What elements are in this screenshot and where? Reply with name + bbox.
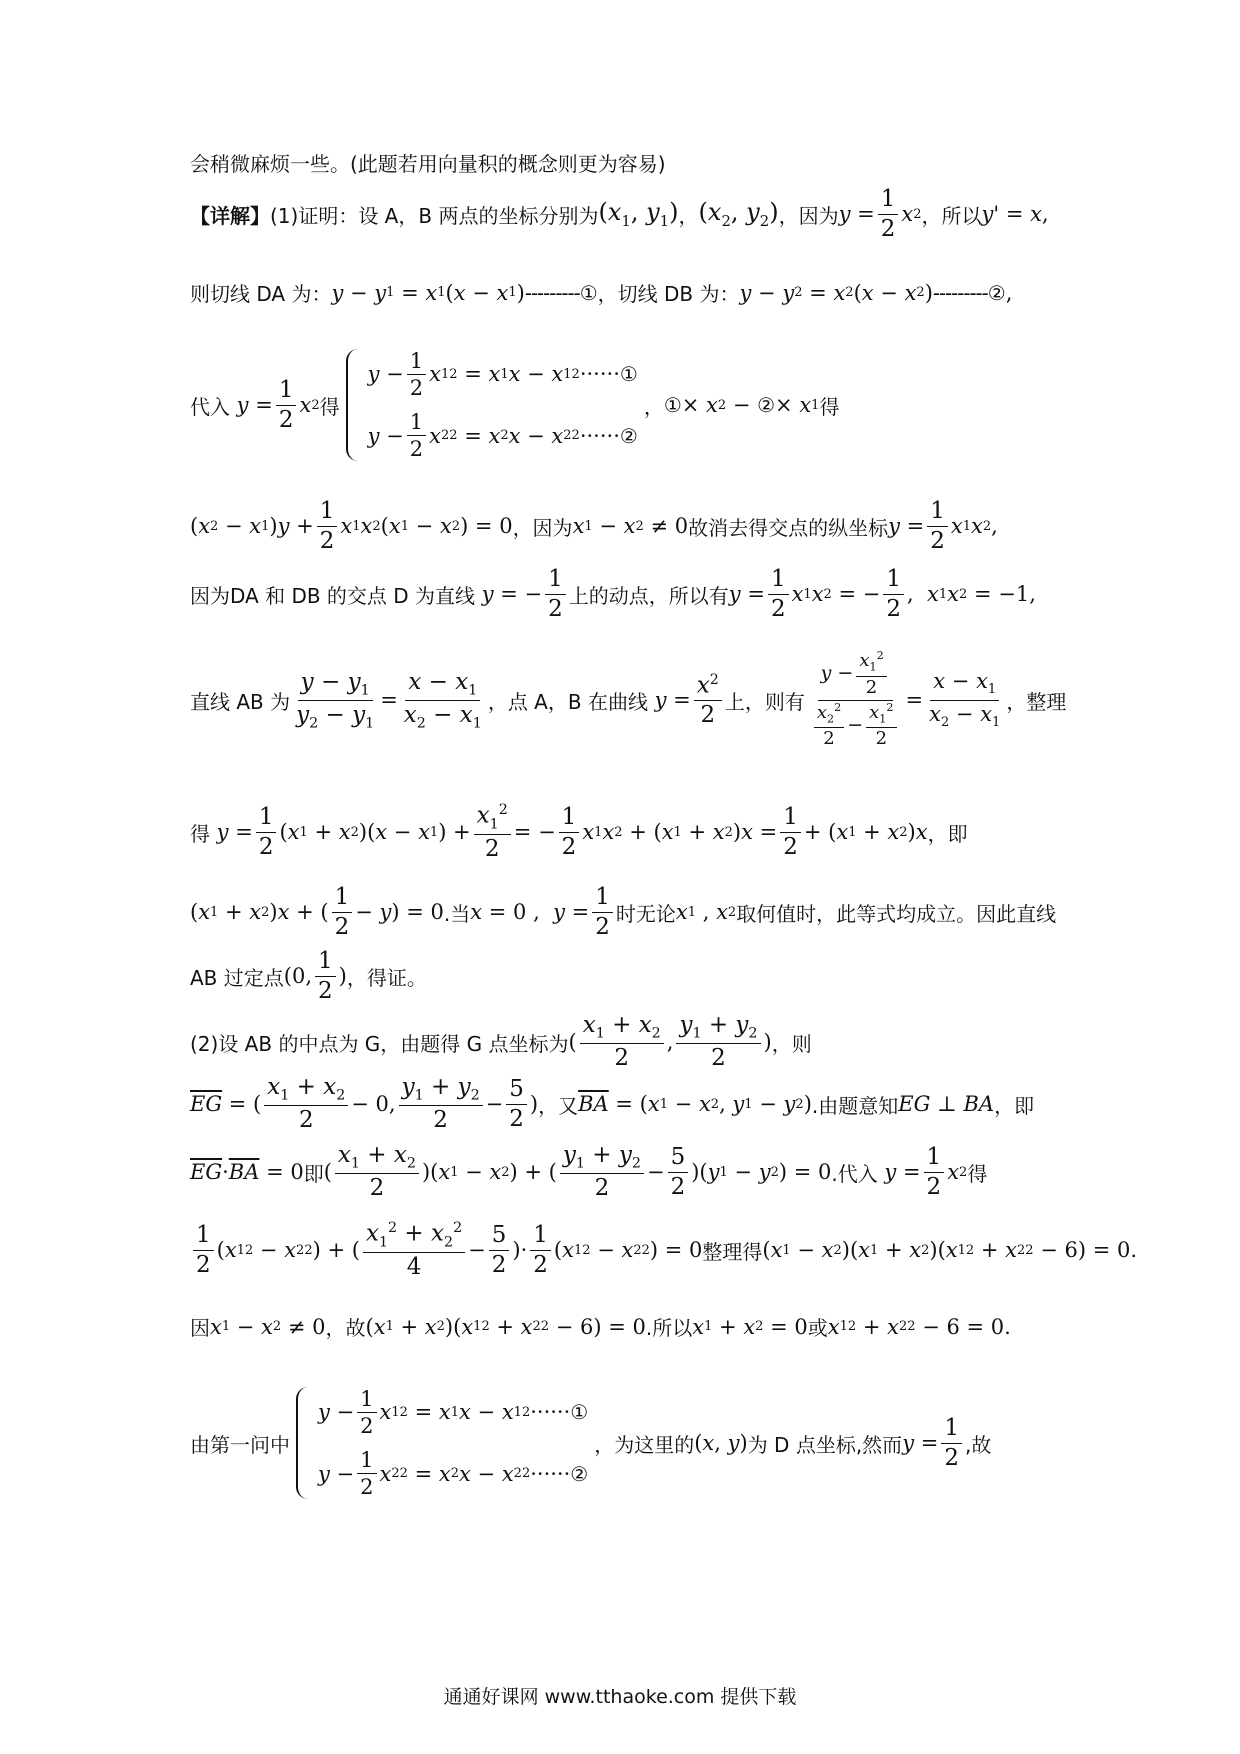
equation-system-2: y − $\frac{1}{2}$ x 1 2 = x 1 x − x 1 2 ······ ① y − $\frac{1}{2}$ x 2 2 = x 2 x − x 2 2 ······ ②: [296, 1387, 588, 1500]
substitute-line: 代入 y = $\frac{1}{2}$ x 2 得 y − $\frac{1}{2}$ x 1 2 = x 1 x − x 1 2 ······ ① y − $\frac{1}{2}$ x 2 2 = x 2 x − x 2 2 ······ ② ， ① × x 2 − ② × x 1 得: [190, 348, 840, 462]
intro-line: [190, 148, 1070, 177]
circle-two: ②: [987, 280, 1006, 305]
vector-eg-line: $\overline{EG}$ = ( $\frac{x_1 + x_2}{2}$ − 0, $\frac{y_1 + y_2}{2}$ − $\frac{5}{2}$ ) ，又 $\overline{BA}$ = ( x 1 − x 2 , y 1 − y 2 ) .由题意知 EG ⊥ BA ，即: [190, 1074, 1035, 1134]
simplify-line: 得 y = $\frac{1}{2}$ ( x 1 + x 2 )( x − x 1 ) + $\frac{x_1^2}{2}$ = − $\frac{1}{2}$ x 1 x 2 + ( x 1 + x 2 ) x = $\frac{1}{2}$ + ( x 1 + x 2 ) x ，即: [190, 801, 968, 862]
dot-product-line: $\overline{EG}$ · $\overline{BA}$ = 0 即 ( $\frac{x_1 + x_2}{2}$ )( x 1 − x 2 ) + ( $\frac{y_1 + y_2}{2}$ − $\frac{5}{2}$ )( y 1 − y 2 ) = 0 .代入 y = $\frac{1}{2}$ x 2 得: [190, 1142, 988, 1202]
p1-lead: (1)证明：设 A，B 两点的坐标分别为: [270, 203, 599, 228]
p1-because: ，因为: [778, 203, 839, 228]
tangent-db-label: ，切线 DB 为：: [597, 282, 740, 306]
point-b-coords: ($x_2$, $y_2$): [698, 198, 779, 230]
factor-line: 因 x 1 − x 2 ≠ 0 ，故 ( x 1 + x 2 )( x 1 2 + x 2 2 − 6) = 0 .所以 x 1 + x 2 = 0 或 x 1 2 + x 2 2 − 6 = 0.: [190, 1314, 1011, 1340]
page-footer: [0, 1682, 1240, 1709]
condition-line: ( x 1 + x 2 ) x + ( $\frac{1}{2}$ − y ) = 0 .当 x = 0 , y = $\frac{1}{2}$ 时无论 x 1 , x 2 取何值时，此等式均成立。因此直线: [190, 884, 1057, 940]
substitute-label: 代入: [190, 394, 230, 419]
first-question-line: 由第一问中 y − $\frac{1}{2}$ x 1 2 = x 1 x − x 1 2 ······ ① y − $\frac{1}{2}$ x 2 2 = x 2 x − x 2 2 ······ ② ，为这里的 ( x , y ) 为 D 点坐标,然而 y = $\frac{1}{2}$ ,故: [190, 1386, 992, 1500]
point-d-line: 因为DA 和 DB 的交点 D 为直线 y = − $\frac{1}{2}$ 上的动点，所以有 y = $\frac{1}{2}$ x 1 x 2 = − $\frac{1}{2}$ , x 1 x 2 = −1,: [190, 566, 1036, 622]
intro-text: 会稍微麻烦一些。(此题若用向量积的概念则更为容易): [190, 152, 666, 176]
fixed-point-line: AB 过定点 (0, $\frac{1}{2}$ ) ，得证。: [190, 948, 427, 1004]
proof-part1-line: 【详解】 (1)证明：设 A，B 两点的坐标分别为 ($x_1$, $y_1$) ， ($x_2$, $y_2$) ，因为 y = $\frac{1}{2}$ x 2 ，所以 y ' = x ,: [190, 186, 1049, 242]
circle-one: ①: [579, 280, 598, 305]
get-label: 得: [319, 394, 340, 419]
expand-line: $\frac{1}{2}$ ( x 1 2 − x 2 2 ) + ( $\frac{x_1^2 + x_2^2}{4}$ − $\frac{5}{2}$ )· $\frac{1}{2}$ ( x 1 2 − x 2 2 ) = 0 整理得 ( x 1 − x 2 )( x 1 + x 2 )( x 1 2 + x 2 2 − 6) = 0.: [190, 1218, 1070, 1282]
detail-tag: 【详解】: [190, 203, 270, 228]
tangent-line: 则切线 DA 为： y − y 1 = x 1 ( x − x 1 ) --------- ① ，切线 DB 为： y − y 2 = x 2 ( x − x 2 ) --------- ② ,: [190, 278, 1070, 307]
half-fraction: $\frac{1}{2}$: [878, 186, 899, 242]
point-a-coords: ($x_1$, $y_1$): [598, 198, 679, 230]
p1-so: ，所以: [921, 203, 982, 228]
intersection-line: ( x 2 − x 1 ) y + $\frac{1}{2}$ x 1 x 2 ( x 1 − x 2 ) = 0 ，因为 x 1 − x 2 ≠ 0 故消去得交点的纵坐标 y = $\frac{1}{2}$ x 1 x 2 ,: [190, 498, 998, 554]
tangent-da-label: 则切线 DA 为：: [190, 282, 332, 306]
line-ab: 直线 AB 为 $\frac{y - y_1}{y_2 - y_1}$ = $\frac{x - x_1}{x_2 - x_1}$ ，点 A，B 在曲线 y = $\frac{x^2}{2}$ 上，则有 y − $\frac{x_1^2}{2}$ $\frac{x_2^2}{2}$ − $\frac{x_1^2}{2}$ = $\frac{x - x_1}{x_2 - x_1}$ ，整理: [190, 649, 1067, 749]
footer-text: 通通好课网 www.tthaoke.com 提供下载: [443, 1686, 797, 1708]
equation-system-1: y − $\frac{1}{2}$ x 1 2 = x 1 x − x 1 2 ······ ① y − $\frac{1}{2}$ x 2 2 = x 2 x − x 2 2 ······ ②: [346, 349, 638, 462]
part2-line: (2)设 AB 的中点为 G，由题得 G 点坐标为 ( $\frac{x_1 + x_2}{2}$ , $\frac{y_1 + y_2}{2}$ ) ，则: [190, 1012, 812, 1072]
